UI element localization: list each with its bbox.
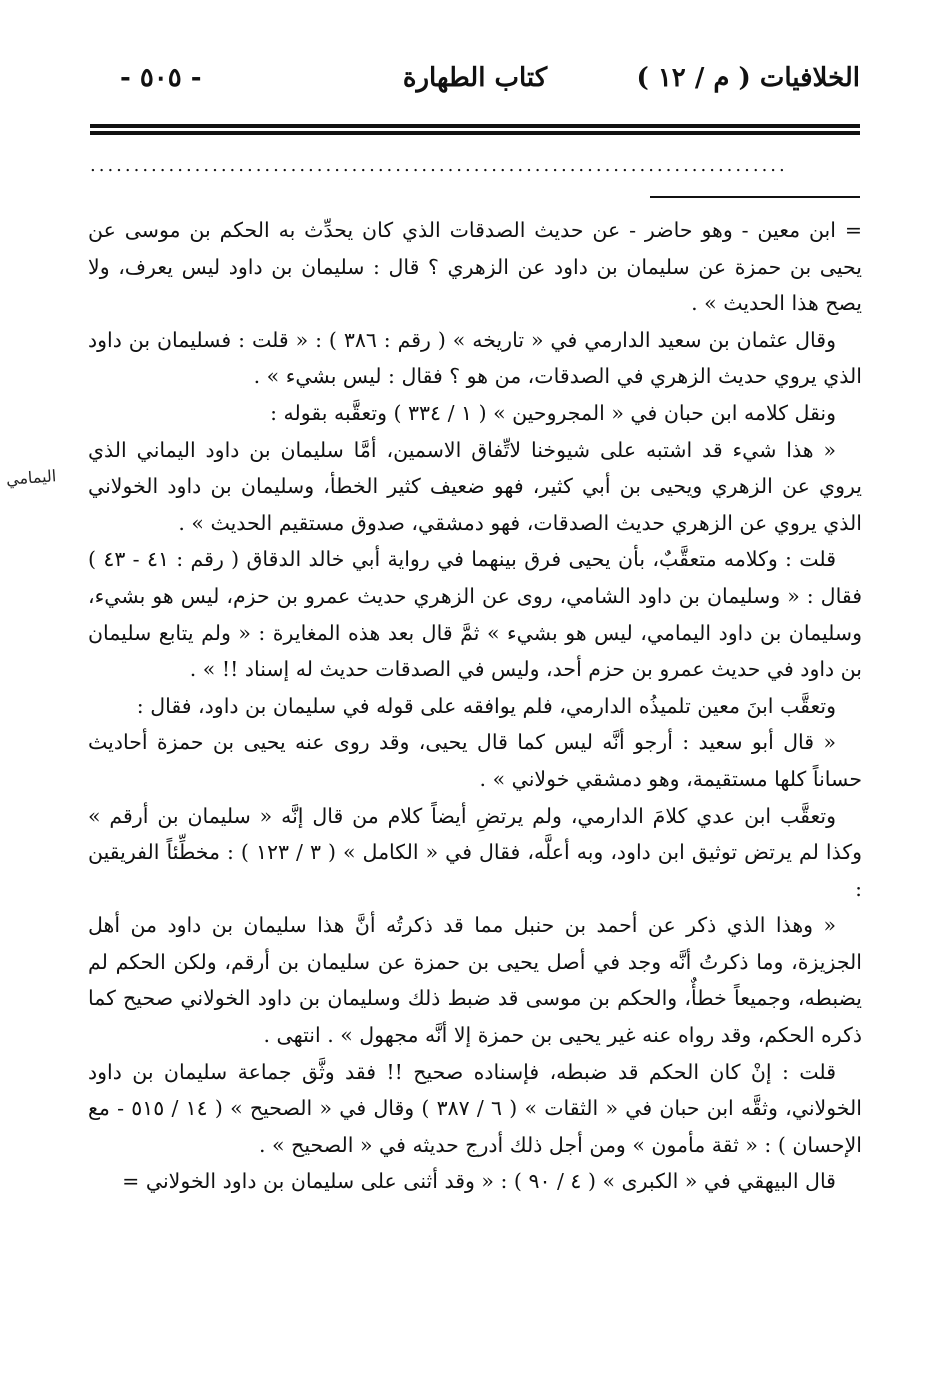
handwritten-margin-note: اليمامي bbox=[5, 466, 57, 489]
header-rule-bottom bbox=[90, 131, 860, 135]
footnote-text bbox=[88, 212, 862, 1200]
dotted-separator: ................................................................................ bbox=[90, 156, 788, 176]
running-chapter-title: كتاب الطهارة bbox=[402, 63, 548, 93]
paragraph: ونقل كلامه ابن حبان في « المجروحين » ( ١ / ٣٣٤ ) وتعقَّبه بقوله : bbox=[270, 400, 836, 425]
header-rule-top bbox=[90, 124, 860, 128]
paragraph: « وهذا الذي ذكر عن أحمد بن حنبل مما قد ذكرتُه أنَّ هذا سليمان بن داود من أهل الجزيزة، وما ذكرتُ أنَّه وجد في أصل يحيى بن حمزة عن سليمان بن أرقم، ولكن الحكم لم يضبطه، وجميعاً خطأٌ، والحكم بن موسى قد ضبط ذلك وسليمان بن داود الخولاني صحيح كما ذكره الحكم، وقد رواه عنه غير يحيى بن حمزة إلا أنَّه مجهول » . انتهى . bbox=[88, 913, 862, 1048]
running-book-title: الخلافيات ( م / ١٢ ) bbox=[636, 63, 860, 93]
page-header bbox=[90, 55, 860, 101]
page-number: - ٥٠٥ - bbox=[120, 63, 202, 93]
paragraph: قال البيهقي في « الكبرى » ( ٤ / ٩٠ ) : « وقد أثنى على سليمان بن داود الخولاني = bbox=[122, 1169, 836, 1194]
paragraph: وتعقَّب ابن عدي كلامَ الدارمي، ولم يرتضِ أيضاً كلام من قال إنَّه « سليمان بن أرقم » وكذا لم يرتض توثيق ابن داود، وبه أعلَّه، فقال في « الكامل » ( ٣ / ١٢٣ ) : مخطِّئاً الفريقين : bbox=[88, 803, 863, 901]
paragraph: « هذا شيء قد اشتبه على شيوخنا لاتِّفاق الاسمين، أمَّا سليمان بن داود اليماني الذي يروي عن الزهري ويحيى بن أبي كثير، فهو ضعيف كثير الخطأ، وسليمان بن داود الخولاني الذي يروي عن الزهري حديث الصدقات، فهو دمشقي، صدوق مستقيم الحديث » . bbox=[88, 437, 862, 535]
paragraph: « قال أبو سعيد : أرجو أنَّه ليس كما قال يحيى، وقد روى عنه يحيى بن حمزة أحاديث حساناً كلها مستقيمة، وهو دمشقي خولاني » . bbox=[88, 730, 862, 791]
footnote-rule bbox=[650, 196, 860, 198]
paragraph: وتعقَّب ابنَ معين تلميذُه الدارمي، فلم يوافقه على قوله في سليمان بن داود، فقال : bbox=[136, 693, 836, 718]
paragraph: وقال عثمان بن سعيد الدارمي في « تاريخه » ( رقم : ٣٨٦ ) : « قلت : فسليمان بن داود الذي يروي حديث الزهري في الصدقات، من هو ؟ فقال : ليس بشيء » . bbox=[88, 327, 862, 389]
paragraph: قلت : وكلامه متعقَّبٌ، بأن يحيى فرق بينهما في رواية أبي خالد الدقاق ( رقم : ٤١ - ٤٣ ) فقال : « وسليمان بن داود الشامي، روى عن الزهري حديث عمرو بن حزم، ليس هو بشيء، وسليمان بن داود اليمامي، ليس هو بشيء » ثمَّ قال بعد هذه المغايرة : « ولم يتابع سليمان بن داود في حديث عمرو بن حزم أحد، وليس في الصدقات حديث له إسناد !! » . bbox=[88, 547, 862, 682]
paragraph: = ابن معين - وهو حاضر - عن حديث الصدقات الذي كان يحدِّث به الحكم بن موسى عن يحيى بن حمزة عن سليمان بن داود عن الزهري ؟ قال : سليمان بن داود ليس يعرف، ولا يصح هذا الحديث » . bbox=[88, 218, 862, 316]
paragraph: قلت : إنْ كان الحكم قد ضبطه، فإسناده صحيح !! فقد وثَّق جماعة سليمان بن داود الخولاني، وثقَّه ابن حبان في « الثقات » ( ٦ / ٣٨٧ ) وقال في « الصحيح » ( ١٤ / ٥١٥ - مع الإحسان ) : « ثقة مأمون » ومن أجل ذلك أدرج حديثه في « الصحيح » . bbox=[88, 1059, 862, 1157]
